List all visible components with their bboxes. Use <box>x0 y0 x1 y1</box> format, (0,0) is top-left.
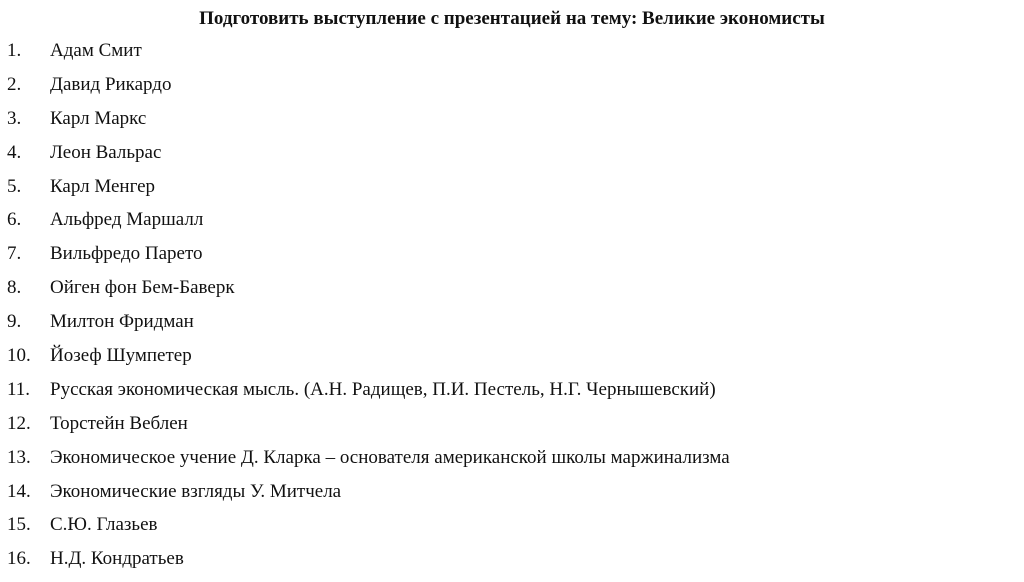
list-item-text: Экономические взгляды У. Митчела <box>50 480 342 502</box>
list-item-number: 6. <box>7 209 22 231</box>
list-item-number: 13. <box>7 446 31 468</box>
list-item-text: Карл Менгер <box>50 175 156 197</box>
list-item-number: 12. <box>7 412 31 434</box>
list-item-text: Леон Вальрас <box>50 141 162 163</box>
list-item-number: 16. <box>7 548 31 570</box>
list-item-number: 7. <box>7 243 22 265</box>
list-item-number: 10. <box>7 345 31 367</box>
list-item-text: Торстейн Веблен <box>50 412 188 434</box>
list-item-text: Вильфредо Парето <box>50 243 203 265</box>
list-item-text: Русская экономическая мысль. (А.Н. Радищев, П.И. Пестель, Н.Г. Чернышевский) <box>50 378 716 400</box>
list-item-text: С.Ю. Глазьев <box>50 514 158 536</box>
list-item-text: Милтон Фридман <box>50 311 194 333</box>
list-item-text: Йозеф Шумпетер <box>50 345 192 367</box>
list-item-text: Экономическое учение Д. Кларка – основателя американской школы маржинализма <box>50 446 730 468</box>
list-item-number: 11. <box>7 378 31 400</box>
list-item-text: Адам Смит <box>50 40 142 61</box>
list-item-number: 2. <box>7 73 22 95</box>
document-title: Подготовить выступление с презентацией на тему: Великие экономисты <box>199 8 825 29</box>
list-item-number: 3. <box>7 107 22 129</box>
list-item-number: 5. <box>7 175 22 197</box>
list-item-number: 1. <box>7 40 22 61</box>
list-item-text: Альфред Маршалл <box>50 209 204 231</box>
list-item-text: Ойген фон Бем-Баверк <box>50 277 235 299</box>
list-item-number: 8. <box>7 277 22 299</box>
list-item-number: 14. <box>7 480 31 502</box>
list-item-text: Давид Рикардо <box>50 73 172 95</box>
list-item-number: 15. <box>7 514 31 536</box>
list-item-number: 9. <box>7 311 22 333</box>
list-item-text: Н.Д. Кондратьев <box>50 548 184 570</box>
list-item-text: Карл Маркс <box>50 107 147 129</box>
list-item-number: 4. <box>7 141 22 163</box>
